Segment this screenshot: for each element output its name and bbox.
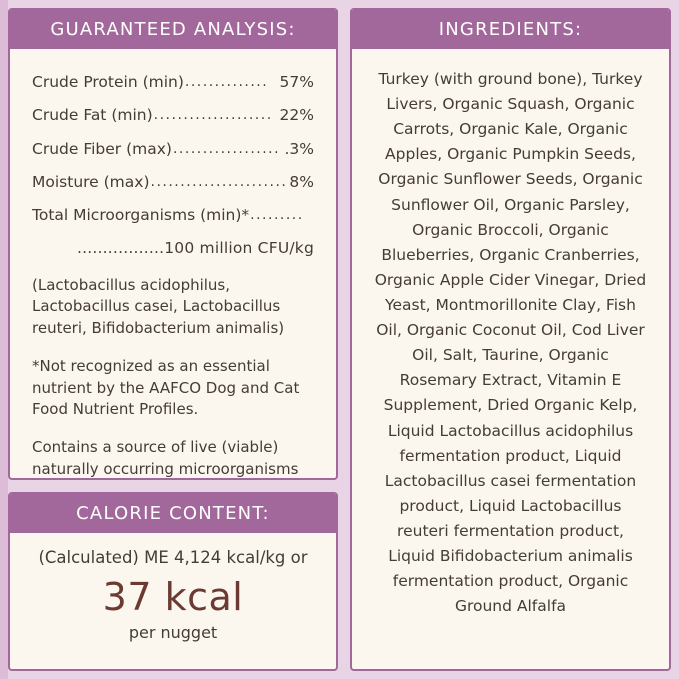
aafco-footnote: *Not recognized as an essential nutrient by the AAFCO Dog and Cat Food Nutrient Profiles.	[32, 356, 300, 419]
nutrient-value: .3%	[284, 139, 314, 158]
dot-leader: ..................	[172, 140, 281, 157]
table-row	[32, 171, 314, 194]
nutrient-label: Crude Fiber (max)	[32, 139, 172, 158]
table-row	[32, 104, 314, 127]
dot-leader: .........	[250, 207, 304, 223]
guaranteed-analysis-panel	[8, 8, 338, 480]
calorie-content-body	[10, 533, 336, 669]
table-row	[32, 138, 314, 161]
ingredients-list: Turkey (with ground bone), Turkey Livers, Organic Squash, Organic Carrots, Organic Kale, Organic Apples, Organic Pumpkin Seeds, Organic Sunflower Seeds, Organic Sunflower Oil, Organic Parsley, Organic Broccoli, Organic Blueberries, Organic Cranberries, Organic Apple Cider Vinegar, Dried Yeast, Montmorillonite Clay, Fish Oil, Organic Coconut Oil, Cod Liver Oil, Salt, Taurine, Organic Rosemary Extract, Vitamin E Supplement, Dried Organic Kelp, Liquid Lactobacillus acidophilus fermentation product, Liquid Lactobacillus casei fermentation product, Liquid Lactobacillus reuteri fermentation product, Liquid Bifidobacterium animalis fermentation product, Organic Ground Alfalfa	[374, 70, 647, 616]
microorganisms-continuation: .................100 million CFU/kg	[77, 239, 314, 258]
ingredients-panel	[350, 8, 671, 671]
right-column	[350, 8, 671, 671]
calorie-per-nugget-value: 37 kcal	[102, 575, 244, 620]
table-row	[32, 204, 314, 227]
nutrient-value: 22%	[279, 106, 314, 125]
guaranteed-analysis-body	[10, 49, 336, 480]
nutrient-label: Crude Fat (min)	[32, 106, 153, 125]
live-microorganisms-note: Contains a source of live (viable) naturally occurring microorganisms	[32, 438, 299, 478]
nutrient-value: 57%	[279, 73, 314, 91]
table-row	[32, 71, 314, 94]
calorie-per-nugget-label: per nugget	[128, 623, 218, 643]
strain-list-note: (Lactobacillus acidophilus, Lactobacillus casei, Lactobacillus reuteri, Bifidobacterium animalis)	[32, 275, 285, 337]
nutrient-value: 8%	[289, 172, 314, 191]
calorie-content-panel	[8, 492, 338, 671]
dot-leader: ..............	[184, 74, 269, 90]
nutrient-label: Moisture (max)	[32, 172, 150, 191]
left-column	[8, 8, 338, 671]
dot-leader: ....................	[153, 107, 273, 124]
nutrient-label: Total Microorganisms (min)*	[32, 206, 250, 224]
dot-leader: .......................	[150, 173, 288, 190]
nutrient-label: Crude Protein (min)	[32, 73, 184, 91]
ingredients-header: INGREDIENTS:	[352, 10, 669, 49]
calorie-content-header: CALORIE CONTENT:	[10, 494, 336, 533]
calorie-me-line: (Calculated) ME 4,124 kcal/kg or	[38, 548, 308, 567]
guaranteed-analysis-header: GUARANTEED ANALYSIS:	[10, 10, 336, 49]
